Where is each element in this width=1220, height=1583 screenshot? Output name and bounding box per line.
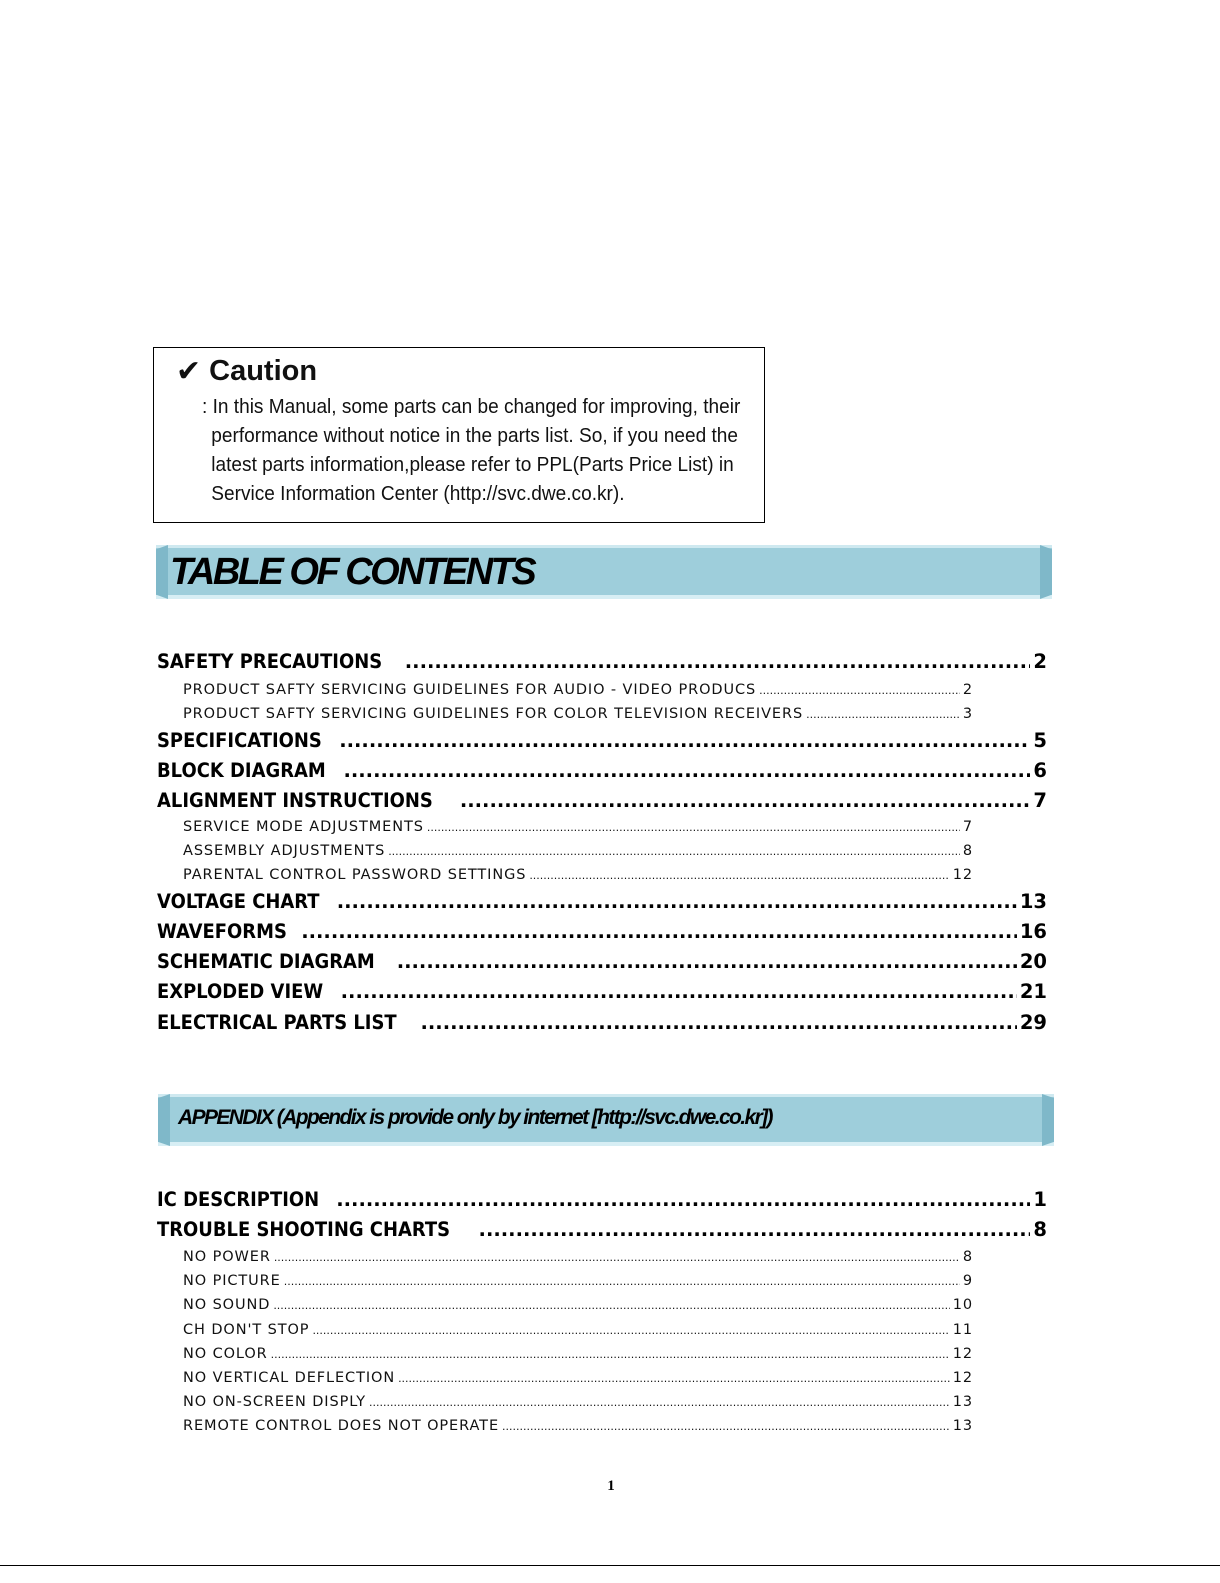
toc-entry-label: SPECIFICATIONS xyxy=(157,729,322,752)
appendix-entry-page: 9 xyxy=(962,1273,973,1289)
toc-entry-label: ELECTRICAL PARTS LIST xyxy=(157,1011,397,1034)
toc-entry-page: 16 xyxy=(1019,920,1047,943)
leader-dots xyxy=(529,869,949,882)
toc-entry-page: 7 xyxy=(962,819,973,835)
toc-entry[interactable] xyxy=(157,789,1047,817)
leader-dots xyxy=(460,789,1031,812)
appendix-entry-label: NO VERTICAL DEFLECTION xyxy=(183,1370,396,1386)
leader-dots xyxy=(339,729,1030,752)
toc-subentry[interactable] xyxy=(183,819,973,841)
toc-entry[interactable] xyxy=(157,729,1047,757)
appendix-subentry[interactable] xyxy=(183,1418,973,1440)
toc-entry-page: 5 xyxy=(1033,729,1047,752)
toc-entry-page: 2 xyxy=(962,682,973,698)
appendix-entry-label: NO POWER xyxy=(183,1249,271,1265)
appendix-title: APPENDIX (Appendix is provide only by internet [http://svc.dwe.co.kr]) xyxy=(178,1106,772,1129)
leader-dots xyxy=(759,684,960,697)
toc-entry-page: 12 xyxy=(952,867,973,883)
toc-entry-page: 7 xyxy=(1033,789,1047,812)
appendix-entry-label: NO PICTURE xyxy=(183,1273,281,1289)
appendix-entry-page: 8 xyxy=(962,1249,973,1265)
leader-dots xyxy=(336,1188,1030,1211)
toc-entry[interactable] xyxy=(157,950,1047,978)
appendix-subentry[interactable] xyxy=(183,1394,973,1416)
appendix-entry[interactable] xyxy=(157,1218,1047,1246)
page-number: 1 xyxy=(607,1478,615,1494)
toc-entry-page: 8 xyxy=(962,843,973,859)
appendix-entry-page: 12 xyxy=(952,1370,973,1386)
appendix-entry-label: TROUBLE SHOOTING CHARTS xyxy=(157,1218,451,1241)
toc-entry-page: 20 xyxy=(1019,950,1047,973)
caution-line: performance without notice in the parts list. So, if you need the xyxy=(211,424,738,447)
checkmark-icon: ✔ xyxy=(176,355,202,388)
leader-dots xyxy=(273,1299,949,1312)
caution-line: latest parts information,please refer to PPL(Parts Price List) in xyxy=(211,453,734,476)
toc-entry-label: SERVICE MODE ADJUSTMENTS xyxy=(183,819,424,835)
toc-banner xyxy=(156,545,1052,599)
appendix-entry-page: 8 xyxy=(1033,1218,1047,1241)
toc-entry-label: PARENTAL CONTROL PASSWORD SETTINGS xyxy=(183,867,527,883)
toc-subentry[interactable] xyxy=(183,843,973,865)
toc-entry-label: PRODUCT SAFTY SERVICING GUIDELINES FOR AUDIO - VIDEO PRODUCS xyxy=(183,682,757,698)
toc-entry-page: 13 xyxy=(1019,890,1047,913)
leader-dots xyxy=(405,650,1031,673)
appendix-banner xyxy=(158,1094,1054,1146)
leader-dots xyxy=(369,1396,950,1409)
caution-line: Service Information Center (http://svc.dwe.co.kr). xyxy=(211,482,625,505)
caution-heading xyxy=(176,354,317,389)
appendix-entry-page: 13 xyxy=(952,1394,973,1410)
toc-entry-label: ASSEMBLY ADJUSTMENTS xyxy=(183,843,386,859)
toc-entry[interactable] xyxy=(157,1011,1047,1039)
toc-entry-label: SCHEMATIC DIAGRAM xyxy=(157,950,375,973)
leader-dots xyxy=(312,1324,949,1337)
caution-text xyxy=(202,392,741,508)
toc-entry-label: PRODUCT SAFTY SERVICING GUIDELINES FOR COLOR TELEVISION RECEIVERS xyxy=(183,706,804,722)
appendix-entry-page: 13 xyxy=(952,1418,973,1434)
appendix-subentry[interactable] xyxy=(183,1273,973,1295)
appendix-entry-label: NO SOUND xyxy=(183,1297,271,1313)
leader-dots xyxy=(271,1348,950,1361)
appendix-entry-page: 11 xyxy=(952,1322,973,1338)
toc-entry-label: WAVEFORMS xyxy=(157,920,287,943)
leader-dots xyxy=(479,1218,1031,1241)
appendix-entry-page: 12 xyxy=(952,1346,973,1362)
appendix-entry-page: 10 xyxy=(952,1297,973,1313)
leader-dots xyxy=(502,1420,950,1433)
caution-box xyxy=(153,347,765,523)
toc-entry-label: EXPLODED VIEW xyxy=(157,980,324,1003)
appendix-entry-label: CH DON'T STOP xyxy=(183,1322,310,1338)
appendix-subentry[interactable] xyxy=(183,1370,973,1392)
appendix-subentry[interactable] xyxy=(183,1297,973,1319)
toc-entry[interactable] xyxy=(157,980,1047,1008)
leader-dots xyxy=(341,980,1017,1003)
appendix-subentry[interactable] xyxy=(183,1249,973,1271)
appendix-entry-label: IC DESCRIPTION xyxy=(157,1188,320,1211)
appendix-subentry[interactable] xyxy=(183,1346,973,1368)
leader-dots xyxy=(337,890,1017,913)
toc-entry-label: VOLTAGE CHART xyxy=(157,890,320,913)
toc-entry[interactable] xyxy=(157,759,1047,787)
leader-dots xyxy=(274,1251,960,1264)
leader-dots xyxy=(420,1011,1016,1034)
toc-entry-label: ALIGNMENT INSTRUCTIONS xyxy=(157,789,433,812)
leader-dots xyxy=(398,1372,950,1385)
toc-entry-page: 6 xyxy=(1033,759,1047,782)
toc-entry[interactable] xyxy=(157,890,1047,918)
toc-entry[interactable] xyxy=(157,650,1047,678)
leader-dots xyxy=(397,950,1017,973)
appendix-entry-label: NO COLOR xyxy=(183,1346,268,1362)
appendix-subentry[interactable] xyxy=(183,1322,973,1344)
leader-dots xyxy=(427,821,960,834)
toc-entry-page: 2 xyxy=(1033,650,1047,673)
toc-entry-label: BLOCK DIAGRAM xyxy=(157,759,326,782)
appendix-entry-label: NO ON-SCREEN DISPLY xyxy=(183,1394,367,1410)
appendix-entry-page: 1 xyxy=(1033,1188,1047,1211)
leader-dots xyxy=(301,920,1017,943)
appendix-entry[interactable] xyxy=(157,1188,1047,1216)
toc-entry-label: SAFETY PRECAUTIONS xyxy=(157,650,383,673)
page-bottom-rule xyxy=(0,1565,1220,1566)
toc-title: TABLE OF CONTENTS xyxy=(170,551,535,593)
toc-subentry[interactable] xyxy=(183,706,973,728)
toc-subentry[interactable] xyxy=(183,682,973,704)
leader-dots xyxy=(284,1275,960,1288)
toc-subentry[interactable] xyxy=(183,867,973,889)
caution-title: Caution xyxy=(209,355,318,387)
leader-dots xyxy=(806,708,960,721)
appendix-entry-label: REMOTE CONTROL DOES NOT OPERATE xyxy=(183,1418,500,1434)
toc-entry-page: 21 xyxy=(1019,980,1047,1003)
toc-entry-page: 3 xyxy=(962,706,973,722)
leader-dots xyxy=(388,845,960,858)
caution-line: : In this Manual, some parts can be changed for improving, their xyxy=(202,395,741,418)
leader-dots xyxy=(343,759,1030,782)
toc-entry[interactable] xyxy=(157,920,1047,948)
toc-entry-page: 29 xyxy=(1019,1011,1047,1034)
